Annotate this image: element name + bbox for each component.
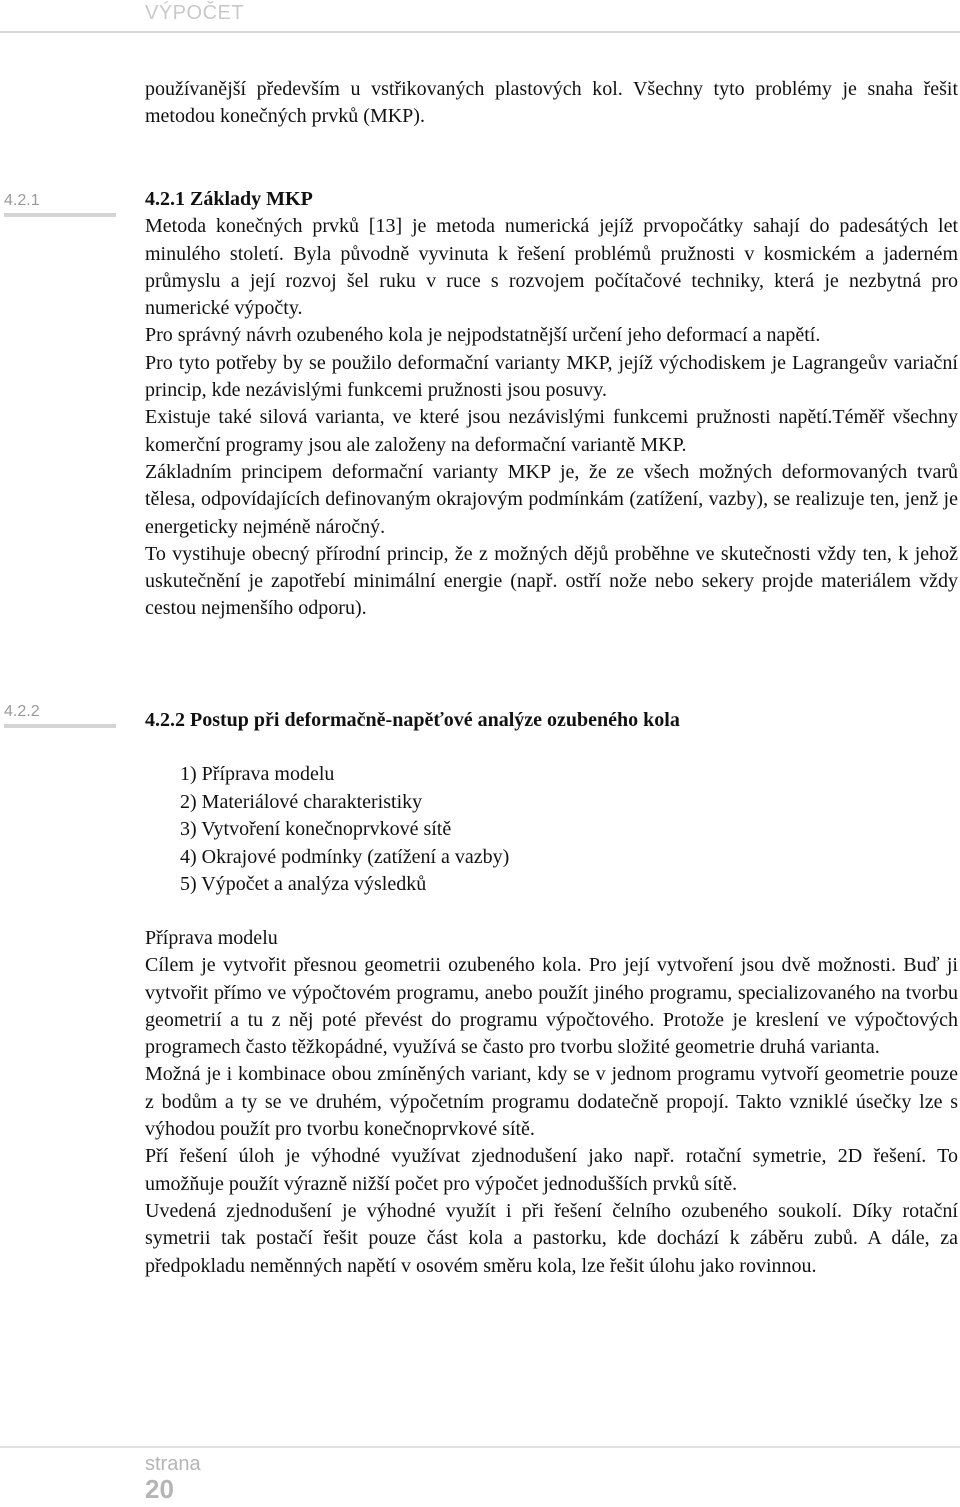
- section-number-4-2-2: [4, 702, 116, 728]
- footer-page-label: strana: [145, 1453, 201, 1475]
- section-heading: 4.2.2 Postup při deformačně-napěťové analýze ozubeného kola: [145, 709, 680, 731]
- list-item: 1) Příprava modelu: [180, 763, 335, 785]
- section-heading: 4.2.1 Základy MKP: [145, 188, 313, 210]
- section-4-2-2-body: [145, 925, 958, 1280]
- section-number-label: 4.2.1: [4, 192, 40, 209]
- header-rule: [0, 31, 960, 33]
- paragraph: Pří řešení úloh je výhodné využívat zjednodušení jako např. rotační symetrie, 2D řešení. To umožňuje použít výrazně nižší počet pro výpočet jednodušších prvků sítě.: [145, 1145, 958, 1195]
- paragraph: Cílem je vytvořit přesnou geometrii ozubeného kola. Pro její vytvoření jsou dvě možnosti. Buď ji vytvořit přímo ve výpočtovém programu, anebo použít jiného programu, specializovaného na tvorbu geometrií a tu z něj poté převést do programu výpočtového. Protože je kreslení ve výpočtových programech často těžkopádné, využívá se často pro tvorbu složité geometrie druhá varianta.: [145, 954, 958, 1059]
- subheading: Příprava modelu: [145, 927, 278, 949]
- paragraph: To vystihuje obecný přírodní princip, že z možných dějů proběhne ve skutečnosti vždy ten, k jehož uskutečnění je zapotřebí minimální energie (např. ostří nože nebo sekery projde materiálem vždy cestou nejmenšího odporu).: [145, 542, 958, 620]
- list-item: 4) Okrajové podmínky (zatížení a vazby): [180, 845, 510, 868]
- section-number-bar: [4, 724, 116, 728]
- paragraph: Pro správný návrh ozubeného kola je nejpodstatnější určení jeho deformací a napětí.: [145, 324, 821, 347]
- list-item: 2) Materiálové charakteristiky: [180, 790, 423, 813]
- page-header-title: VÝPOČET: [145, 2, 245, 24]
- paragraph: Možná je i kombinace obou zmíněných variant, kdy se v jednom programu vytvoří geometrie pouze z bodům a ty se ve druhém, výpočetním programu dodatečně propojí. Takto vzniklé úsečky lze s výhodou použít pro tvorbu konečnoprvkové sítě.: [145, 1063, 958, 1141]
- intro-text: [145, 76, 958, 131]
- section-4-2-1-body: [145, 186, 958, 623]
- list-item: 5) Výpočet a analýza výsledků: [180, 873, 427, 895]
- list-item: 3) Vytvoření konečnoprvkové sítě: [180, 818, 452, 840]
- footer-page-number: 20: [145, 1474, 174, 1504]
- section-number-label: 4.2.2: [4, 703, 40, 720]
- paragraph: Základním principem deformační varianty MKP je, že ze všech možných deformovaných tvarů tělesa, odpovídajících definovaným okrajovým podmínkám (zatížení, vazby), se realizuje ten, jenž je energeticky nejméně náročný.: [145, 460, 958, 538]
- procedure-steps-list: [180, 761, 509, 899]
- paragraph: Metoda konečných prvků [13] je metoda numerická jejíž prvopočátky sahají do padesátých let minulého století. Byla původně vyvinuta k řešení problémů pružnosti v kosmickém a jaderném průmyslu a její rozvoj šel ruku v ruce s rozvojem počítačové techniky, která je nezbytná pro numerické výpočty.: [145, 215, 958, 320]
- paragraph: používanější především u vstřikovaných plastových kol. Všechny tyto problémy je snaha řešit metodou konečných prvků (MKP).: [145, 78, 958, 128]
- section-number-bar: [4, 213, 116, 217]
- paragraph: Pro tyto potřeby by se použilo deformační varianty MKP, jejíž východiskem je Lagrangeův variační princip, kde nezávislými funkcemi pružnosti jsou posuvy.: [145, 351, 958, 402]
- section-number-4-2-1: [4, 191, 116, 217]
- paragraph: Uvedená zjednodušení je výhodné využít i při řešení čelního ozubeného soukolí. Díky rotační symetrii tak postačí řešit pouze část kola a pastorku, kde dochází k záběru zubů. A dále, za předpokladu neměnných napětí v osovém směru kola, lze řešit úlohu jako rovinnou.: [145, 1199, 958, 1277]
- footer-rule: [0, 1446, 960, 1448]
- paragraph: Existuje také silová varianta, ve které jsou nezávislými funkcemi pružnosti napětí.Téměř všechny komerční programy jsou ale založeny na deformační variantě MKP.: [145, 406, 958, 456]
